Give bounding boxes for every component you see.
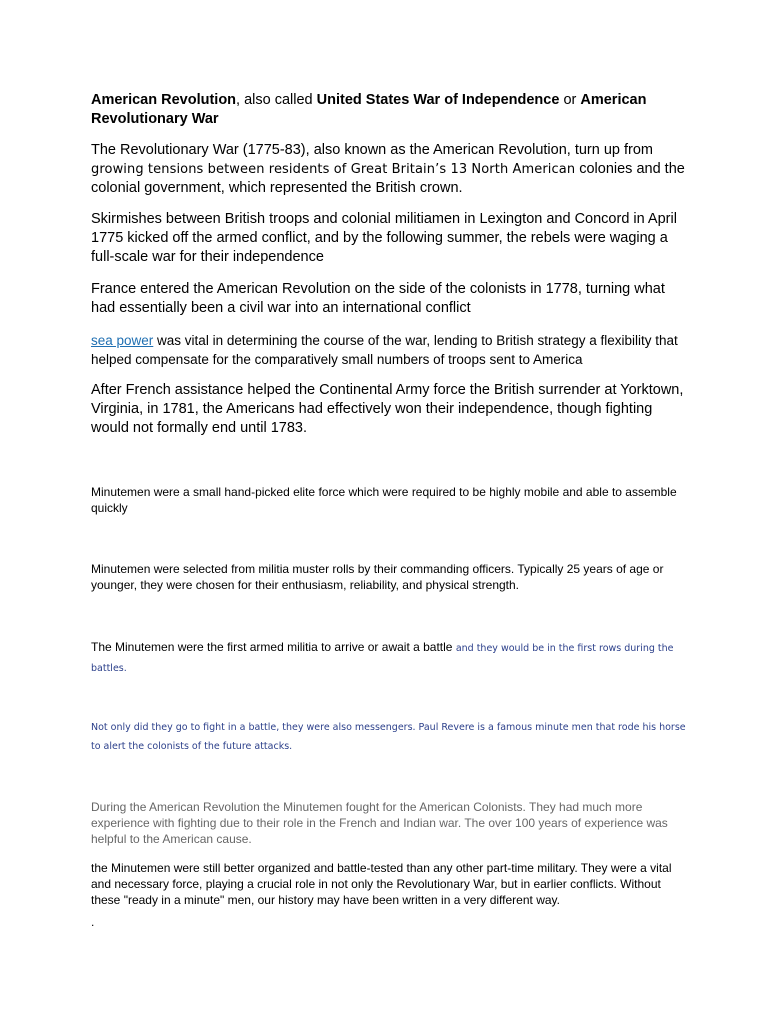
- paragraph-french-assistance: After French assistance helped the Continental Army force the British surrender at Yorktown, Virginia, in 1781, the Americans had effectively won their independence, though fighting would not formally end until 1783.: [91, 382, 684, 436]
- paragraph-text: colonies and the colonial government, which represented the British crown.: [91, 161, 685, 196]
- paragraph-american-colonists: During the American Revolution the Minutemen fought for the American Colonists. They had much more experience with fighting due to their role in the French and Indian war. The over 100 years of experience was helpful to the American cause.: [91, 800, 668, 846]
- paragraph-text: was vital in determining the course of the war, lending to British strategy a flexibility that helped compensate for the comparatively small numbers of troops sent to America: [91, 333, 678, 367]
- paragraph-france: France entered the American Revolution on the side of the colonists in 1778, turning what had essentially been a civil war into an international conflict: [91, 281, 665, 316]
- paragraph-minutemen-selected: Minutemen were selected from militia muster rolls by their commanding officers. Typically 25 years of age or younger, they were chosen for their enthusiasm, reliability, and physical strength.: [91, 562, 664, 592]
- heading-text: , also called: [236, 92, 317, 108]
- sea-power-link[interactable]: sea power: [91, 333, 154, 348]
- paragraph-text: The Revolutionary War (1775-83), also known as the American Revolution, turn up from: [91, 142, 654, 158]
- paragraph-text: growing tensions between residents of Great Britain’s 13 North American: [91, 162, 576, 177]
- paragraph-better-organized: the Minutemen were still better organized and battle-tested than any other part-time military. They were a vital and necessary force, playing a crucial role in not only the Revolutionary War, but in earlier conflicts. Without these "ready in a minute" men, our history may have been written in a very different way.: [91, 861, 672, 907]
- paragraph-minutemen-first: [91, 638, 686, 678]
- paragraph-minutemen-elite: Minutemen were a small hand-picked elite force which were required to be highly mobile and able to assemble quickly: [91, 485, 677, 515]
- paragraph-sea-power: [91, 331, 686, 369]
- heading-term-revolutionary-war: American Revolutionary War: [91, 92, 647, 127]
- paragraph-revolutionary-war: [91, 141, 686, 198]
- heading-paragraph: [91, 91, 686, 129]
- paragraph-skirmishes: Skirmishes between British troops and colonial militiamen in Lexington and Concord in April 1775 kicked off the armed conflict, and by the following summer, the rebels were waging a full-scale war for their independence: [91, 211, 677, 265]
- paragraph-text-blue: and they would be in the first rows during the battles.: [91, 643, 674, 674]
- heading-term-war-of-independence: United States War of Independence: [316, 92, 560, 108]
- paragraph-messengers: Not only did they go to fight in a battle, they were also messengers. Paul Revere is a famous minute men that rode his horse to alert the colonists of the future attacks.: [91, 722, 686, 752]
- heading-text: or: [559, 92, 581, 108]
- heading-term-american-revolution: American Revolution: [91, 92, 237, 108]
- trailing-period: .: [91, 915, 95, 929]
- paragraph-text: The Minutemen were the first armed militia to arrive or await a battle: [91, 640, 456, 654]
